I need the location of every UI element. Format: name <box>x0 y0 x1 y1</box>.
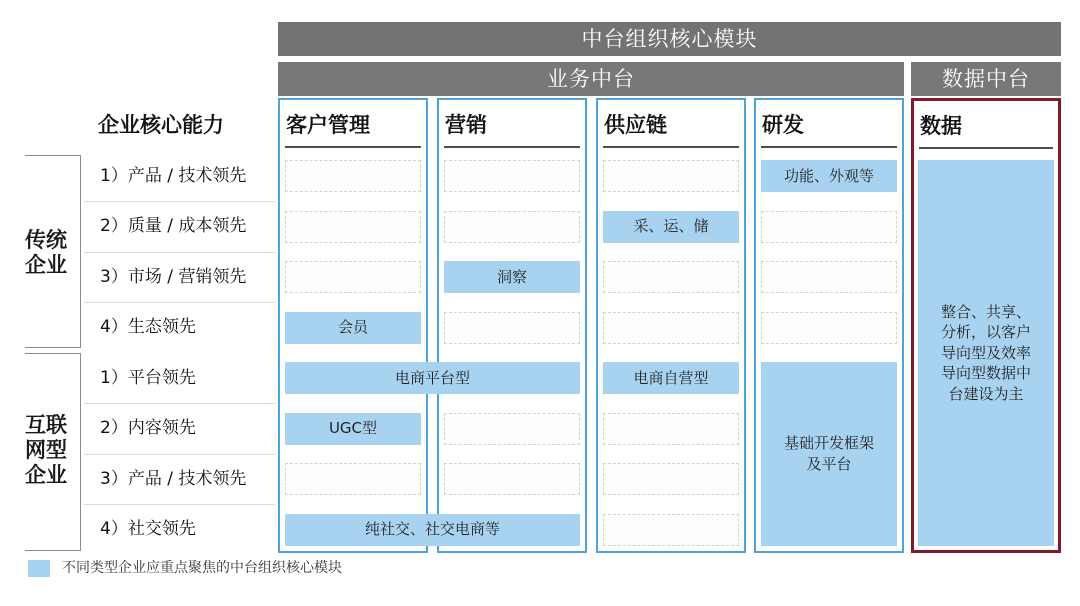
empty-cell <box>761 261 897 293</box>
focus-cell-text: 纯社交、社交电商等 <box>364 520 500 539</box>
module-header: 客户管理 <box>286 113 370 137</box>
capability-row-label: 2）内容领先 <box>100 418 196 438</box>
empty-cell <box>444 211 580 243</box>
capability-row-label: 1）平台领先 <box>100 368 196 388</box>
focus-cell-text: 功能、外观等 <box>783 166 874 185</box>
module-header: 数据 <box>920 114 962 138</box>
empty-cell <box>603 463 739 495</box>
empty-cell <box>603 514 739 546</box>
capability-row-label: 2）质量 / 成本领先 <box>100 216 247 236</box>
focus-cell-text: 基础开发框架 <box>783 434 874 453</box>
module-header: 营销 <box>445 113 487 137</box>
empty-cell <box>761 211 897 243</box>
empty-cell <box>603 413 739 445</box>
empty-cell <box>285 261 421 293</box>
focus-cell-text: 洞察 <box>496 267 527 286</box>
empty-cell <box>444 463 580 495</box>
focus-cell <box>285 413 421 445</box>
business-platform-label: 业务中台 <box>547 67 635 91</box>
focus-cell-text-block <box>633 216 708 237</box>
empty-cell <box>603 312 739 344</box>
focus-cell <box>444 261 580 293</box>
focus-cell-text-block <box>365 519 500 540</box>
focus-cell <box>285 362 580 394</box>
module-header: 研发 <box>762 113 804 137</box>
focus-cell <box>761 160 897 192</box>
focus-cell <box>285 514 580 546</box>
focus-cell <box>918 160 1054 546</box>
group-label-line: 互联 <box>25 413 67 437</box>
empty-cell <box>444 413 580 445</box>
focus-cell-text: 台建设为主 <box>948 384 1024 403</box>
focus-cell-text: UGC型 <box>328 419 378 438</box>
focus-cell <box>761 362 897 546</box>
focus-cell <box>603 211 739 243</box>
focus-cell-text-block <box>338 317 368 338</box>
capability-header: 企业核心能力 <box>98 113 224 137</box>
focus-cell-text-block <box>395 368 470 389</box>
focus-cell-text: 整合、共享、 <box>940 302 1031 321</box>
focus-cell-text: 导向型及效率 <box>940 343 1031 362</box>
capability-row-label: 4）社交领先 <box>100 519 196 539</box>
group-label-line: 网型 <box>25 438 67 462</box>
focus-cell <box>285 312 421 344</box>
capability-row-label: 1）产品 / 技术领先 <box>100 166 247 186</box>
focus-cell-text-block <box>633 368 708 389</box>
focus-cell-text-block <box>497 267 527 288</box>
empty-cell <box>285 211 421 243</box>
focus-cell-text: 电商自营型 <box>633 368 709 387</box>
focus-cell-text: 及平台 <box>806 454 852 473</box>
empty-cell <box>761 312 897 344</box>
focus-cell-text: 导向型数据中 <box>940 364 1031 382</box>
empty-cell <box>444 160 580 192</box>
focus-cell-text: 电商平台型 <box>394 368 470 387</box>
capability-row-label: 3）市场 / 营销领先 <box>100 267 247 287</box>
focus-cell-text-block <box>941 302 1031 405</box>
focus-cell-text-block <box>784 433 874 474</box>
group-label-line: 企业 <box>25 253 67 277</box>
focus-cell-text-block <box>329 418 377 439</box>
empty-cell <box>285 463 421 495</box>
data-platform-label: 数据中台 <box>942 67 1030 91</box>
group-label-line: 传统 <box>25 228 67 252</box>
capability-row-label: 4）生态领先 <box>100 317 196 337</box>
legend-text: 不同类型企业应重点聚焦的中台组织核心模块 <box>62 560 342 576</box>
empty-cell <box>603 261 739 293</box>
focus-cell-text-block <box>784 166 874 187</box>
focus-cell-text: 采、运、储 <box>633 217 709 236</box>
diagram-title: 中台组织核心模块 <box>581 27 758 51</box>
capability-row-label: 3）产品 / 技术领先 <box>100 469 247 489</box>
focus-cell-text: 会员 <box>337 318 368 337</box>
module-header: 供应链 <box>604 113 667 137</box>
empty-cell <box>603 160 739 192</box>
focus-cell-text: 分析，以客户 <box>940 323 1031 341</box>
empty-cell <box>285 160 421 192</box>
group-label-line: 企业 <box>25 463 67 487</box>
empty-cell <box>444 312 580 344</box>
focus-cell <box>603 362 739 394</box>
